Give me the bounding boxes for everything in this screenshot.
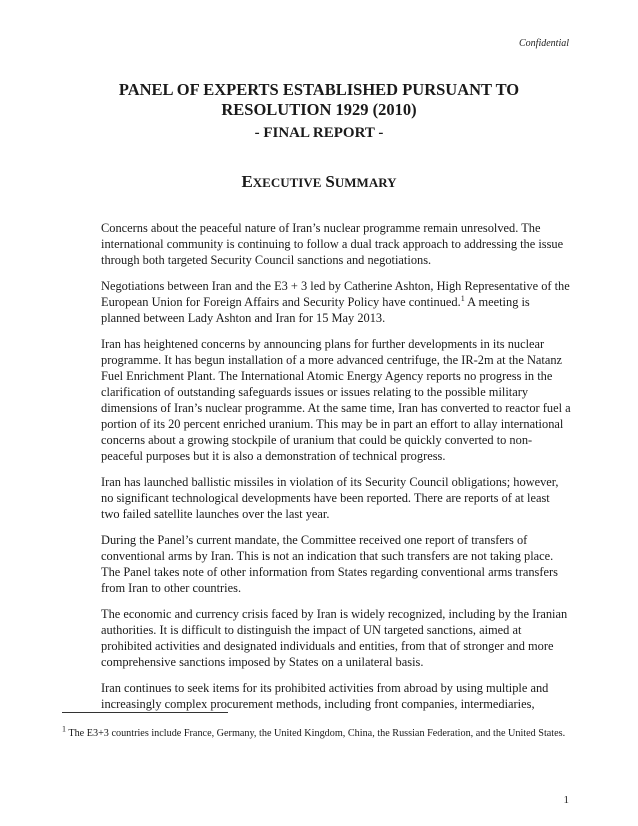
paragraph-6: The economic and currency crisis faced by Iran is widely recognized, including by the Iranian authorities. It is difficult to distinguish the impact of UN targeted sanctions, aimed at prohibited activities and designated individuals and entities, from that of stronger and more comprehensive sanctions imposed by States on a unilateral basis. [101, 607, 568, 669]
section-heading [0, 172, 638, 192]
confidential-marking: Confidential [519, 38, 569, 49]
report-subtitle: - FINAL REPORT - [254, 125, 384, 141]
report-title-line-1: PANEL OF EXPERTS ESTABLISHED PURSUANT TO [118, 80, 520, 99]
footnote-text: The E3+3 countries include France, Germany, the United Kingdom, China, the Russian Federation, and the United States. [66, 728, 566, 739]
heading-initial-s: S [325, 172, 335, 191]
footnote-mark: 1 [62, 724, 66, 734]
paragraph-3: Iran has heightened concerns by announcing plans for further developments in its nuclear programme. It has begun installation of a more advanced centrifuge, the IR-2m at the Natanz Fuel Enrichment Plant. The International Atomic Energy Agency reports no progress in the clarification of outstanding safeguards issues or issues relating to the possible military dimensions of Iran’s nuclear programme. At the same time, Iran has converted to reactor fuel a portion of its 20 percent enriched uranium. This may be in part an effort to allay international concerns about a growing stockpile of uranium that could be quickly converted to non-peaceful purposes but it is also a demonstration of technical progress. [101, 337, 571, 463]
paragraph-2-text-a: Negotiations between Iran and the E3 + 3 led by Catherine Ashton, High Representative of the European Union for Foreign Affairs and Security Policy have continued. [101, 279, 570, 309]
paragraph-2-text-b: A meeting is planned between Lady Ashton and Iran for 15 May 2013. [101, 295, 530, 325]
summary-body [101, 220, 571, 722]
footnote-reference[interactable]: 1 [460, 293, 465, 303]
paragraph-7: Iran continues to seek items for its prohibited activities from abroad by using multiple and increasingly complex procurement methods, including front companies, intermediaries, [101, 681, 549, 711]
footnote-divider [62, 712, 228, 713]
report-title [0, 80, 638, 120]
footnote [62, 726, 570, 742]
paragraph-1: Concerns about the peaceful nature of Iran’s nuclear programme remain unresolved. The international community is continuing to follow a dual track approach to addressing the issue through both targeted Security Council sanctions and negotiations. [101, 221, 564, 267]
heading-rest-summary: UMMARY [334, 175, 397, 190]
paragraph-4: Iran has launched ballistic missiles in violation of its Security Council obligations; however, no significant technological developments have been reported. There are reports of at least two failed satellite launches over the last year. [101, 475, 559, 521]
page-number: 1 [563, 794, 569, 806]
report-title-line-2: RESOLUTION 1929 (2010) [221, 100, 417, 119]
heading-rest-executive: XECUTIVE [252, 175, 322, 190]
heading-initial-e: E [241, 172, 253, 191]
paragraph-2 [101, 278, 571, 326]
paragraph-5: During the Panel’s current mandate, the Committee received one report of transfers of conventional arms by Iran. This is not an indication that such transfers are not taking place. The Panel takes note of other information from States regarding conventional arms transfers from Iran to other countries. [101, 533, 558, 595]
